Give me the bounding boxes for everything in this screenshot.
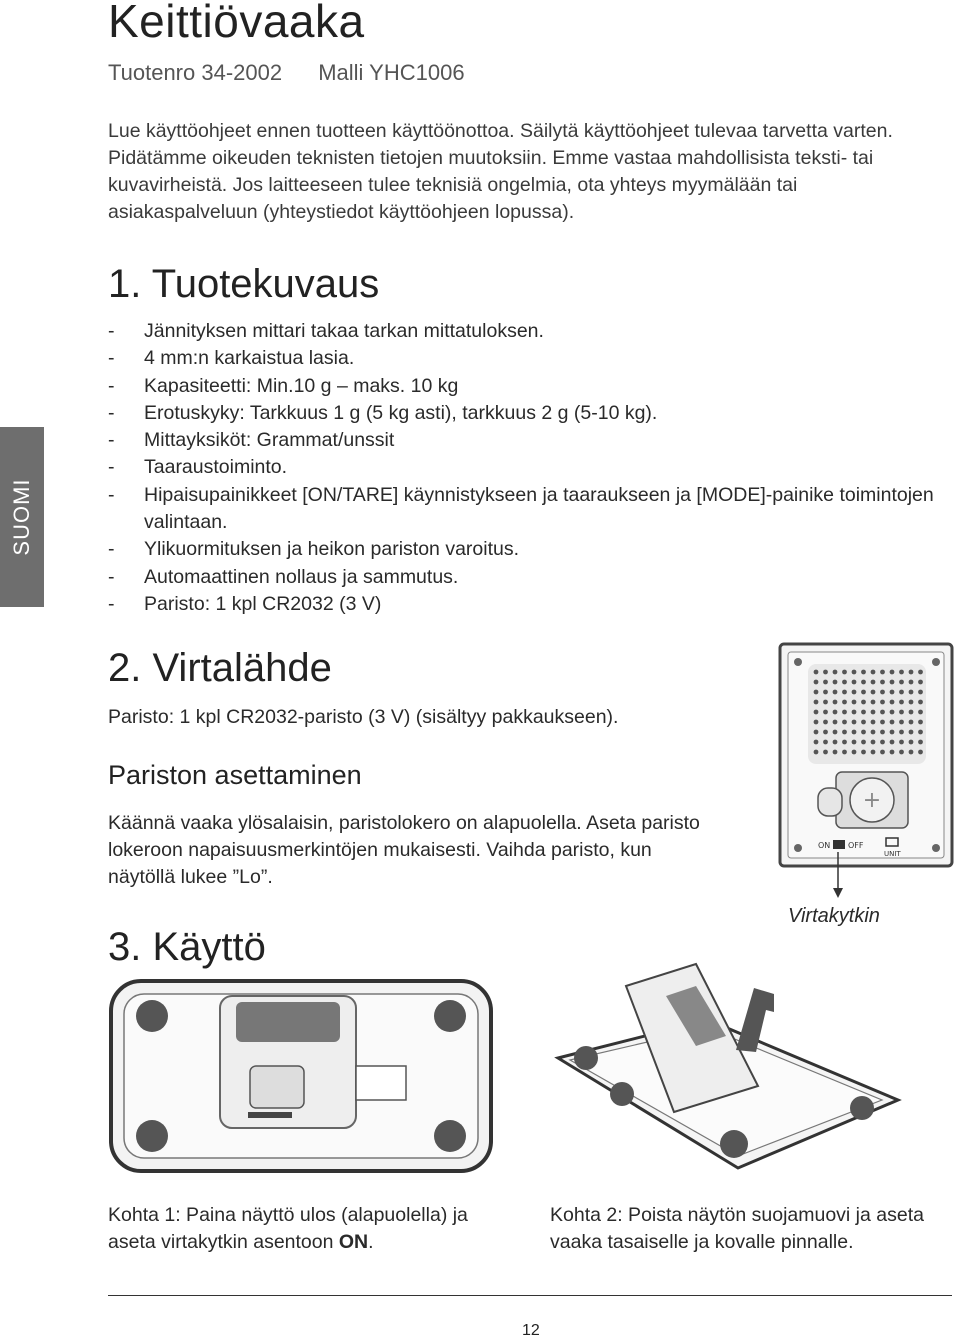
list-item: - Paristo: 1 kpl CR2032 (3 V) — [108, 591, 938, 618]
section-3-heading: 3. Käyttö — [108, 925, 266, 969]
list-item: - Ylikuormituksen ja heikon pariston varoitus. — [108, 536, 938, 563]
list-item: - Taaraustoiminto. — [108, 454, 938, 481]
list-item: - Jännityksen mittari takaa tarkan mittatuloksen. — [108, 318, 938, 345]
switch-off-label: OFF — [848, 841, 864, 850]
list-item: - Hipaisupainikkeet [ON/TARE] käynnistykseen ja taaraukseen ja [MODE]-painike toimintojen valintaan. — [108, 482, 938, 537]
section-1-heading: 1. Tuotekuvaus — [108, 262, 380, 306]
step-1-text: Kohta 1: Paina näyttö ulos (alapuolella) ja aseta virtakytkin asentoon — [108, 1204, 468, 1253]
scale-bottom-figure — [108, 978, 494, 1174]
product-number: Tuotenro 34-2002 — [108, 60, 283, 85]
page-title: Keittiövaaka — [108, 0, 365, 47]
intro-text: Lue käyttöohjeet ennen tuotteen käyttöönottoa. Säilytä käyttöohjeet tulevaa tarvetta varten. Pidätämme oikeuden teknisten tietojen muutoksiin. Emme vastaa mahdollisista teksti- tai kuvavirheistä. Jos laitteeseen tulee teknisiä ongelmia, ota yhteys myymälään tai asiakaspalveluun (yhteystiedot käyttöohjeen lopussa). — [108, 120, 893, 223]
power-switch-label: Virtakytkin — [788, 905, 880, 927]
battery-install-heading: Pariston asettaminen — [108, 760, 362, 790]
product-info — [108, 60, 465, 86]
feature-list — [108, 318, 938, 618]
battery-compartment-figure — [778, 640, 958, 900]
list-item: - 4 mm:n karkaistua lasia. — [108, 345, 938, 372]
list-item: - Erotuskyky: Tarkkuus 1 g (5 kg asti), tarkkuus 2 g (5-10 kg). — [108, 400, 938, 427]
language-tab — [0, 427, 44, 607]
list-item: - Automaattinen nollaus ja sammutus. — [108, 564, 938, 591]
language-tab-label: SUOMI — [9, 478, 34, 556]
power-source-text: Paristo: 1 kpl CR2032-paristo (3 V) (sisältyy pakkaukseen). — [108, 706, 619, 728]
footer-divider — [108, 1295, 952, 1296]
plus-sign-icon: + — [862, 788, 882, 813]
battery-install-text: Käännä vaaka ylösalaisin, paristolokero on alapuolella. Aseta paristo lokeroon napaisuusmerkintöjen mukaisesti. Vaihda paristo, kun näytöllä lukee ”Lo”. — [108, 812, 700, 888]
model-number: Malli YHC1006 — [318, 60, 465, 85]
step-1-caption — [108, 1202, 508, 1256]
list-item: - Kapasiteetti: Min.10 g – maks. 10 kg — [108, 373, 938, 400]
step-2-caption: Kohta 2: Poista näytön suojamuovi ja aseta vaaka tasaiselle ja kovalle pinnalle. — [550, 1204, 924, 1253]
step-1-on-label: ON — [338, 1231, 369, 1253]
scale-display-figure — [548, 962, 908, 1176]
list-item: - Mittayksiköt: Grammat/unssit — [108, 427, 938, 454]
switch-on-label: ON — [818, 841, 831, 850]
unit-label: UNIT — [884, 850, 901, 858]
page-number: 12 — [522, 1322, 540, 1339]
section-2-heading: 2. Virtalähde — [108, 646, 332, 690]
step-1-end: . — [368, 1231, 374, 1253]
